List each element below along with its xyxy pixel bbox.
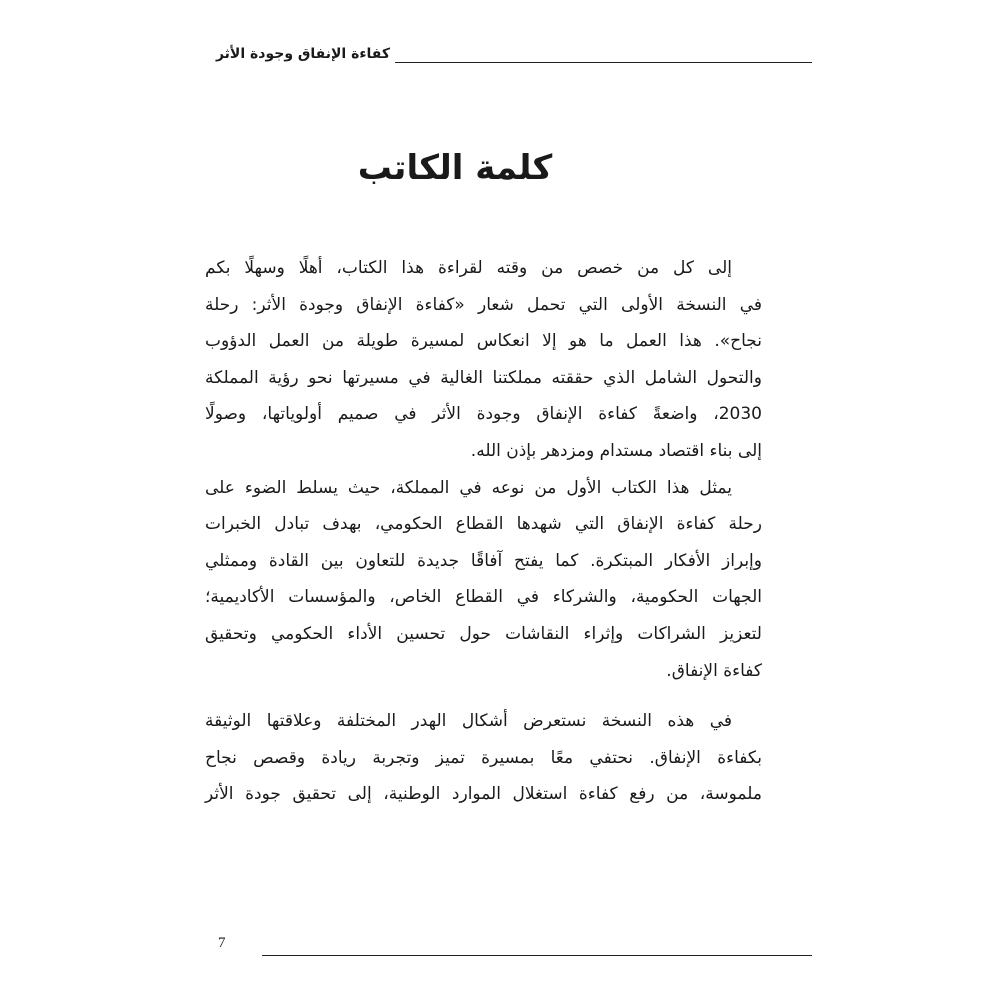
paragraph — [205, 250, 762, 470]
text-line: في النسخة الأولى التي تحمل شعار «كفاءة الإنفاق وجودة الأثر: رحلة — [205, 294, 762, 315]
chapter-title: كلمة الكاتب — [357, 148, 553, 188]
running-title: كفاءة الإنفاق وجودة الأثر — [215, 46, 390, 62]
text-line: إلى كل من خصص من وقته لقراءة هذا الكتاب، أهلًا وسهلًا بكم — [205, 258, 732, 278]
text-line: والتحول الشامل الذي حققته مملكتنا الغالية في مسيرتها نحو رؤية المملكة — [205, 367, 762, 388]
text-line: إلى بناء اقتصاد مستدام ومزدهر بإذن الله. — [470, 440, 762, 461]
text-line: وإبراز الأفكار المبتكرة. كما يفتح آفاقًا جديدة للتعاون بين القادة وممثلي — [205, 550, 762, 571]
text-line: كفاءة الإنفاق. — [666, 660, 762, 681]
text-line: الجهات الحكومية، والشركاء في القطاع الخاص، والمؤسسات الأكاديمية؛ — [205, 587, 762, 608]
page-number: 7 — [218, 935, 226, 951]
text-line: لتعزيز الشراكات وإثراء النقاشات حول تحسين الأداء الحكومي وتحقيق — [205, 623, 762, 644]
paragraph — [205, 470, 762, 690]
paragraph — [205, 703, 762, 813]
body-text — [205, 250, 762, 813]
text-line: نجاح». هذا العمل ما هو إلا انعكاس لمسيرة طويلة من العمل الدؤوب — [205, 331, 762, 352]
text-line: في هذه النسخة نستعرض أشكال الهدر المختلفة وعلاقتها الوثيقة — [205, 711, 732, 732]
text-line: بكفاءة الإنفاق. نحتفي معًا بمسيرة تميز وتجربة ريادة وقصص نجاح — [205, 747, 762, 768]
text-line: 2030، واضعةً كفاءة الإنفاق وجودة الأثر في صميم أولوياتها، وصولًا — [205, 404, 762, 425]
text-line: يمثل هذا الكتاب الأول من نوعه في المملكة، حيث يسلط الضوء على — [205, 477, 732, 498]
footer-rule — [262, 955, 812, 956]
header-rule — [395, 62, 812, 63]
text-line: رحلة كفاءة الإنفاق التي شهدها القطاع الحكومي، بهدف تبادل الخبرات — [205, 514, 762, 535]
text-line: ملموسة، من رفع كفاءة استغلال الموارد الوطنية، إلى تحقيق جودة الأثر — [205, 784, 762, 805]
